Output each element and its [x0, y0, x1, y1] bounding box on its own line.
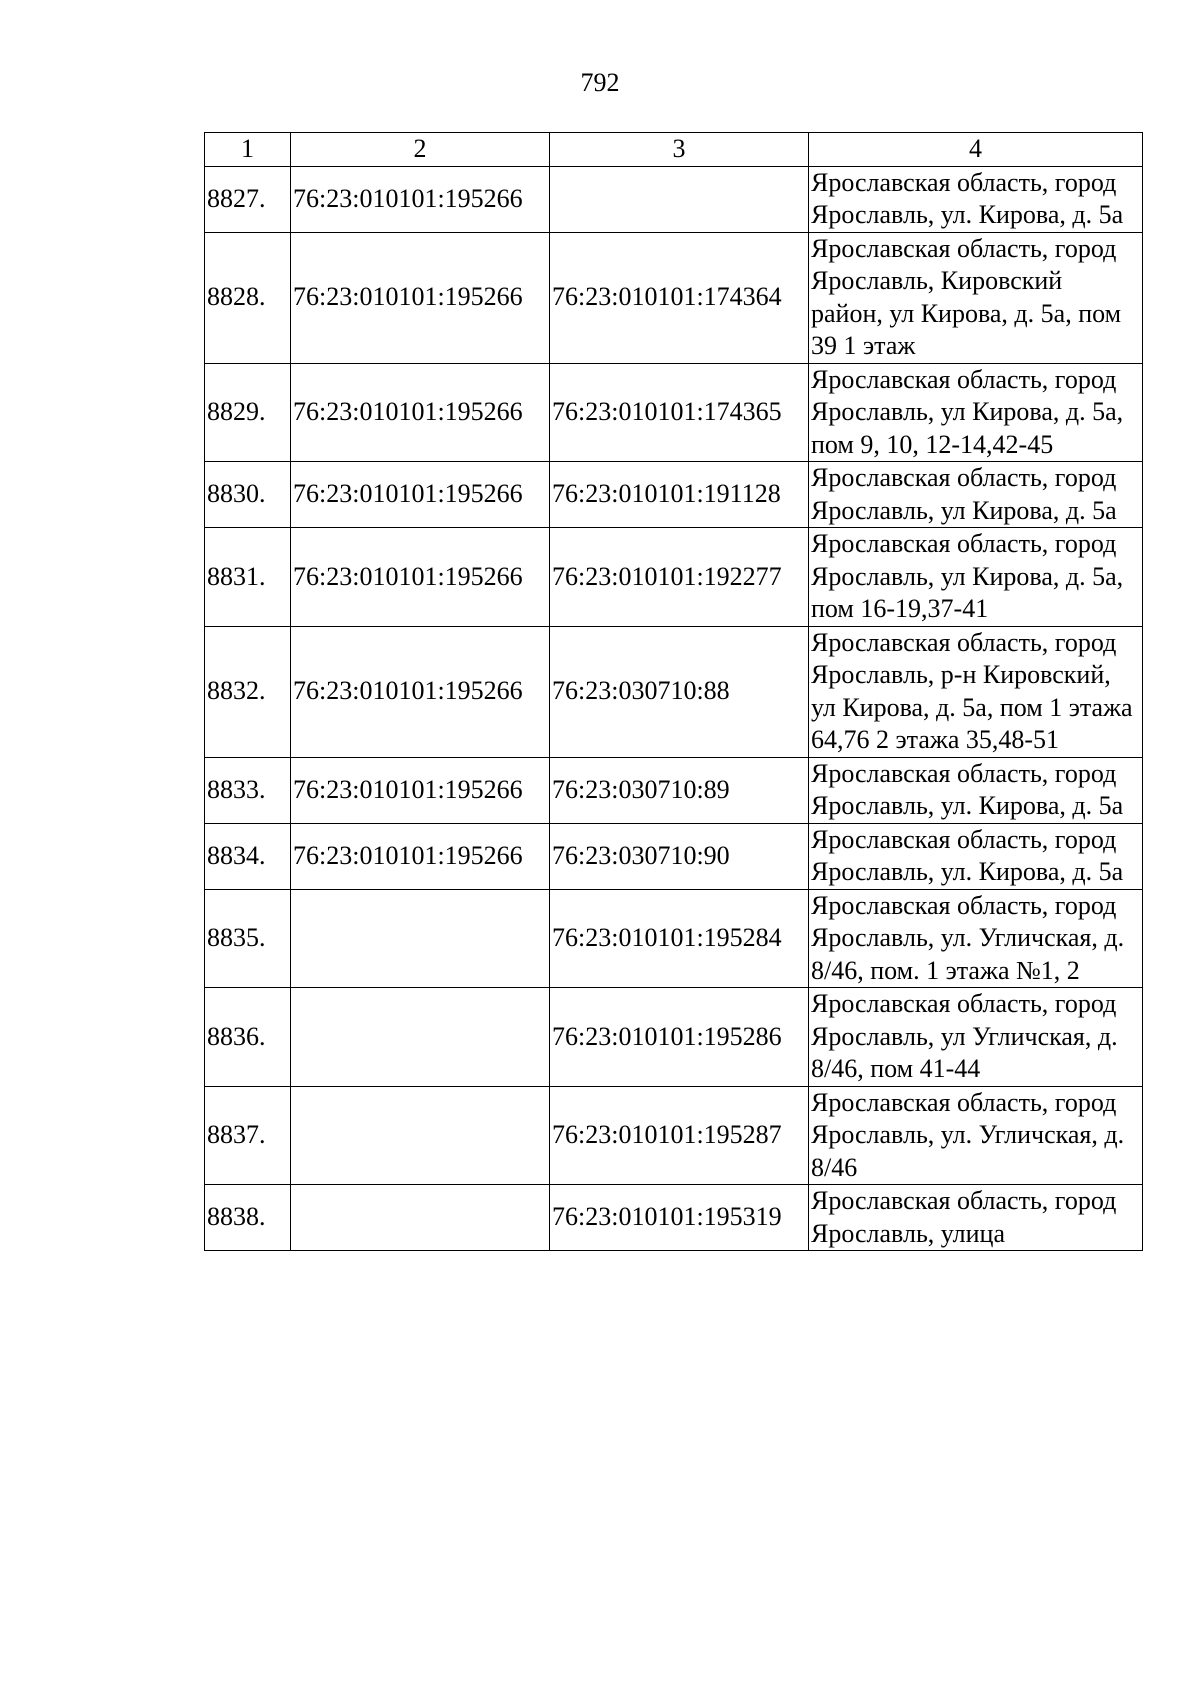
registry-table [204, 132, 1143, 1251]
table-body [205, 166, 1143, 1251]
row-number: 8835. [205, 889, 291, 988]
cadastral-number-building: 76:23:010101:195266 [291, 232, 550, 363]
table-row [205, 1086, 1143, 1185]
table-row [205, 823, 1143, 889]
row-number: 8830. [205, 462, 291, 528]
cadastral-number-building: 76:23:010101:195266 [291, 462, 550, 528]
cadastral-number-premises: 76:23:010101:174365 [550, 363, 809, 462]
address: Ярославская область, город Ярославль, улица [809, 1185, 1143, 1251]
address: Ярославская область, город Ярославль, ул. Кирова, д. 5а [809, 166, 1143, 232]
column-header-4: 4 [809, 133, 1143, 167]
table-row [205, 757, 1143, 823]
column-header-3: 3 [550, 133, 809, 167]
cadastral-number-building [291, 1086, 550, 1185]
cadastral-number-premises: 76:23:030710:88 [550, 626, 809, 757]
table-row [205, 1185, 1143, 1251]
row-number: 8833. [205, 757, 291, 823]
cadastral-number-building [291, 988, 550, 1087]
address: Ярославская область, город Ярославль, ул Кирова, д. 5а, пом 9, 10, 12-14,42-45 [809, 363, 1143, 462]
address: Ярославская область, город Ярославль, ул Кирова, д. 5а, пом 16-19,37-41 [809, 528, 1143, 627]
cadastral-number-building [291, 1185, 550, 1251]
cadastral-number-premises: 76:23:010101:195286 [550, 988, 809, 1087]
row-number: 8831. [205, 528, 291, 627]
row-number: 8837. [205, 1086, 291, 1185]
cadastral-number-premises [550, 166, 809, 232]
address: Ярославская область, город Ярославль, ул. Кирова, д. 5а [809, 757, 1143, 823]
table-row [205, 988, 1143, 1087]
address: Ярославская область, город Ярославль, р-н Кировский, ул Кирова, д. 5а, пом 1 этажа 64,76 2 этажа 35,48-51 [809, 626, 1143, 757]
address: Ярославская область, город Ярославль, ул. Кирова, д. 5а [809, 823, 1143, 889]
table-row [205, 363, 1143, 462]
cadastral-number-premises: 76:23:010101:174364 [550, 232, 809, 363]
row-number: 8828. [205, 232, 291, 363]
cadastral-number-premises: 76:23:010101:195319 [550, 1185, 809, 1251]
cadastral-number-premises: 76:23:010101:192277 [550, 528, 809, 627]
page-number: 792 [580, 68, 620, 97]
cadastral-number-building: 76:23:010101:195266 [291, 757, 550, 823]
table-row [205, 462, 1143, 528]
row-number: 8836. [205, 988, 291, 1087]
column-header-1: 1 [205, 133, 291, 167]
address: Ярославская область, город Ярославль, ул Кирова, д. 5а [809, 462, 1143, 528]
cadastral-number-premises: 76:23:010101:195284 [550, 889, 809, 988]
cadastral-number-building: 76:23:010101:195266 [291, 823, 550, 889]
row-number: 8838. [205, 1185, 291, 1251]
address: Ярославская область, город Ярославль, ул Угличская, д. 8/46, пом 41-44 [809, 988, 1143, 1087]
cadastral-number-building [291, 889, 550, 988]
cadastral-number-premises: 76:23:030710:90 [550, 823, 809, 889]
cadastral-number-building: 76:23:010101:195266 [291, 528, 550, 627]
table-header-row [205, 133, 1143, 167]
row-number: 8827. [205, 166, 291, 232]
column-header-2: 2 [291, 133, 550, 167]
row-number: 8829. [205, 363, 291, 462]
address: Ярославская область, город Ярославль, ул. Угличская, д. 8/46 [809, 1086, 1143, 1185]
cadastral-number-building: 76:23:010101:195266 [291, 626, 550, 757]
cadastral-number-building: 76:23:010101:195266 [291, 363, 550, 462]
cadastral-number-building: 76:23:010101:195266 [291, 166, 550, 232]
row-number: 8832. [205, 626, 291, 757]
table-row [205, 528, 1143, 627]
table-row [205, 889, 1143, 988]
cadastral-number-premises: 76:23:030710:89 [550, 757, 809, 823]
address: Ярославская область, город Ярославль, ул. Угличская, д. 8/46, пом. 1 этажа №1, 2 [809, 889, 1143, 988]
cadastral-number-premises: 76:23:010101:195287 [550, 1086, 809, 1185]
table-row [205, 626, 1143, 757]
address: Ярославская область, город Ярославль, Кировский район, ул Кирова, д. 5а, пом 39 1 этаж [809, 232, 1143, 363]
row-number: 8834. [205, 823, 291, 889]
cadastral-number-premises: 76:23:010101:191128 [550, 462, 809, 528]
table-row [205, 232, 1143, 363]
table-row [205, 166, 1143, 232]
